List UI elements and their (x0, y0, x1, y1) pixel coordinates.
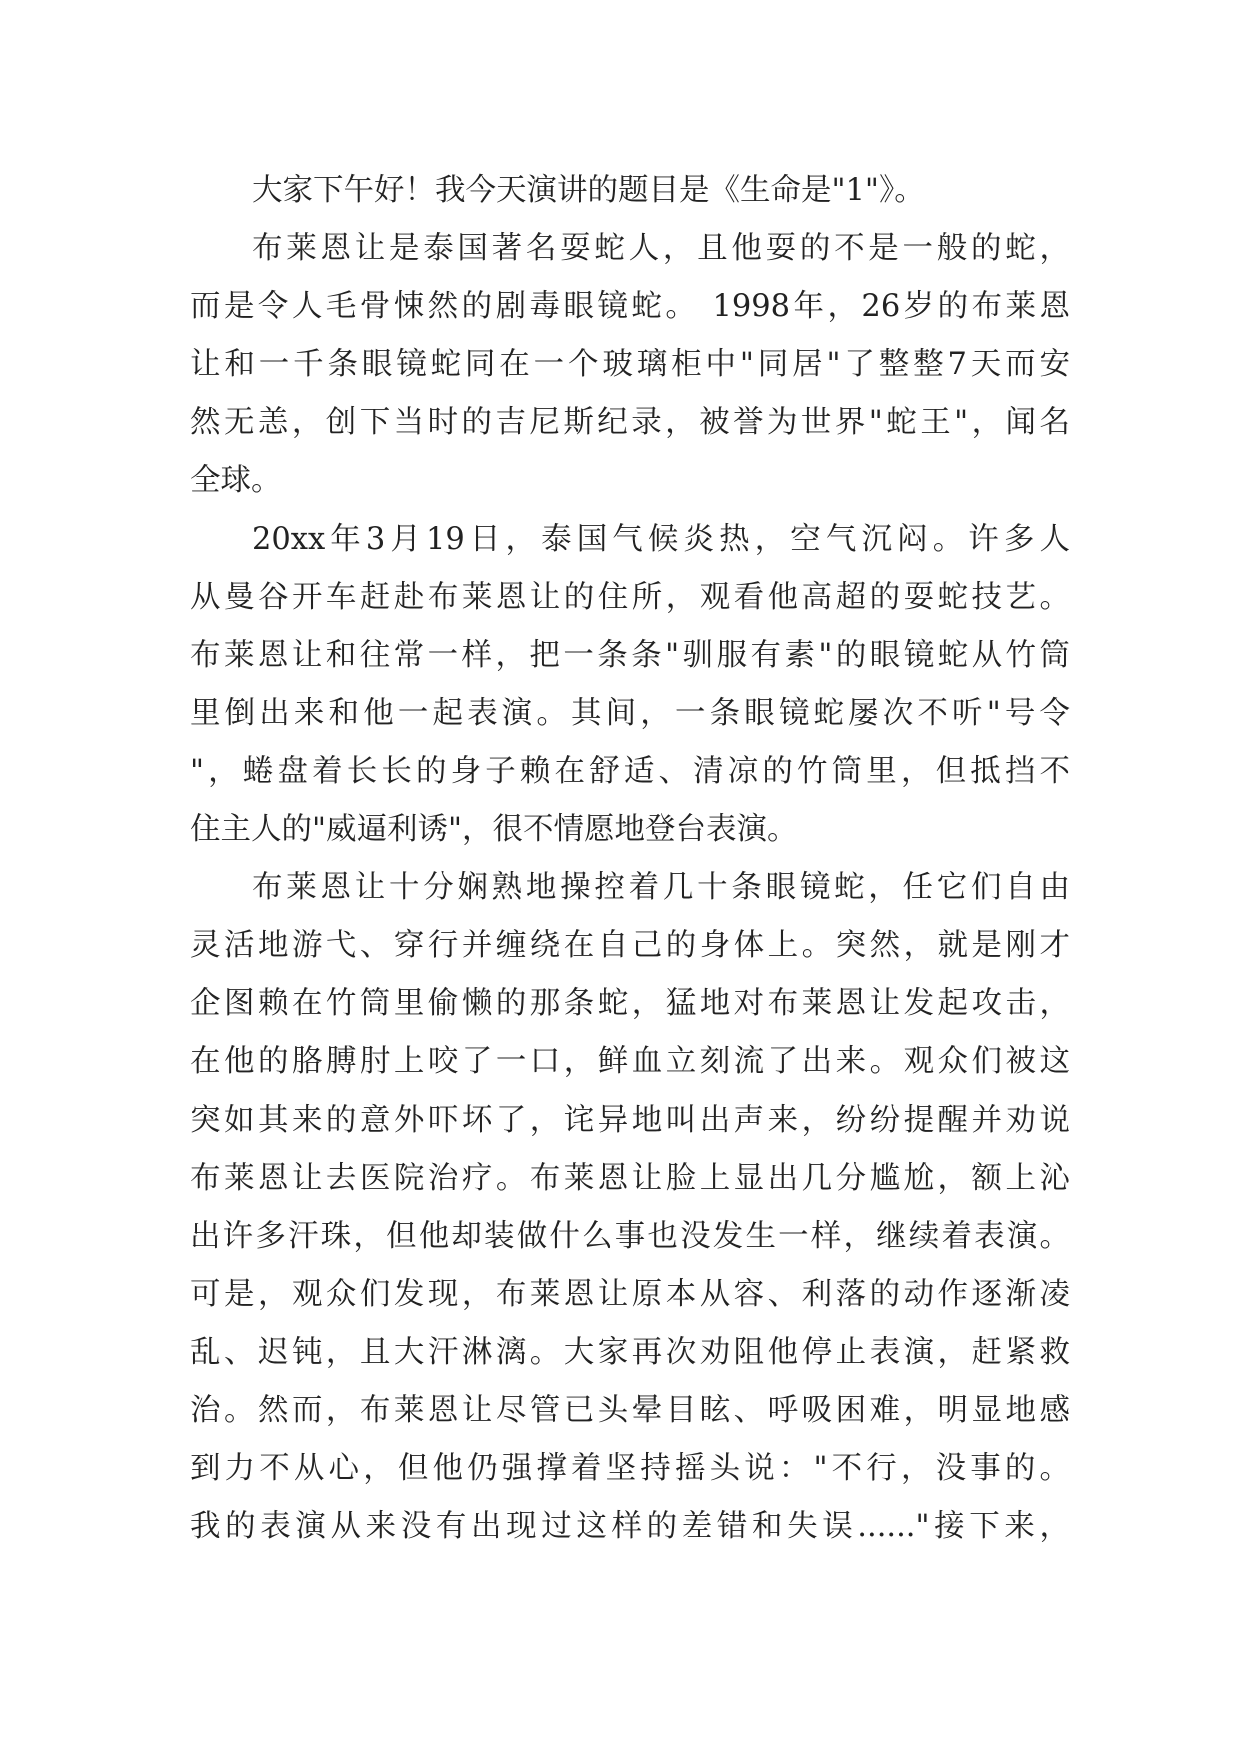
paragraph-4-line-4: 在他的胳膊肘上咬了一口，鲜血立刻流了出来。观众们被这 (190, 1044, 1070, 1080)
paragraph-4-line-11: 到力不从心，但他仍强撑着坚持摇头说："不行，没事的。 (190, 1451, 1070, 1487)
paragraph-3-line-2: 从曼谷开车赶赴布莱恩让的住所，观看他高超的耍蛇技艺。 (190, 579, 1070, 615)
paragraph-2-line-3: 让和一千条眼镜蛇同在一个玻璃柜中"同居"了整整7天而安 (190, 347, 1070, 383)
paragraph-2-line-5: 全球。 (190, 463, 282, 499)
paragraph-2-line-1: 布莱恩让是泰国著名耍蛇人，且他耍的不是一般的蛇， (252, 231, 1070, 267)
paragraph-4-line-6: 布莱恩让去医院治疗。布莱恩让脸上显出几分尴尬，额上沁 (190, 1160, 1070, 1196)
paragraph-3-line-1: 20xx年3月19日，泰国气候炎热，空气沉闷。许多人 (252, 521, 1070, 557)
paragraph-4-line-9: 乱、迟钝，且大汗淋漓。大家再次劝阻他停止表演，赶紧救 (190, 1334, 1070, 1370)
paragraph-4-line-10: 治。然而，布莱恩让尽管已头晕目眩、呼吸困难，明显地感 (190, 1392, 1070, 1428)
paragraph-1-line-1: 大家下午好！我今天演讲的题目是《生命是"1"》。 (252, 173, 925, 208)
paragraph-4-line-8: 可是，观众们发现，布莱恩让原本从容、利落的动作逐渐凌 (190, 1276, 1070, 1312)
paragraph-4-line-1: 布莱恩让十分娴熟地操控着几十条眼镜蛇，任它们自由 (252, 870, 1070, 906)
paragraph-3-line-3: 布莱恩让和往常一样，把一条条"驯服有素"的眼镜蛇从竹筒 (190, 637, 1070, 673)
paragraph-2-line-4: 然无恙，创下当时的吉尼斯纪录，被誉为世界"蛇王"，闻名 (190, 405, 1070, 441)
paragraph-4-line-3: 企图赖在竹筒里偷懒的那条蛇，猛地对布莱恩让发起攻击， (190, 986, 1070, 1022)
paragraph-4-line-7: 出许多汗珠，但他却装做什么事也没发生一样，继续着表演。 (190, 1218, 1070, 1254)
paragraph-4-line-12: 我的表演从来没有出现过这样的差错和失误......"接下来， (190, 1509, 1070, 1545)
paragraph-4-line-5: 突如其来的意外吓坏了，诧异地叫出声来，纷纷提醒并劝说 (190, 1102, 1070, 1138)
paragraph-2-line-2: 而是令人毛骨悚然的剧毒眼镜蛇。 1998年，26岁的布莱恩 (190, 289, 1070, 325)
paragraph-3-line-6: 住主人的"威逼利诱"，很不情愿地登台表演。 (190, 812, 798, 848)
paragraph-3-line-5: "，蜷盘着长长的身子赖在舒适、清凉的竹筒里，但抵挡不 (190, 753, 1070, 789)
paragraph-3-line-4: 里倒出来和他一起表演。其间，一条眼镜蛇屡次不听"号令 (190, 695, 1070, 731)
paragraph-4-line-2: 灵活地游弋、穿行并缠绕在自己的身体上。突然，就是刚才 (190, 928, 1070, 964)
document-body (190, 162, 1070, 1556)
